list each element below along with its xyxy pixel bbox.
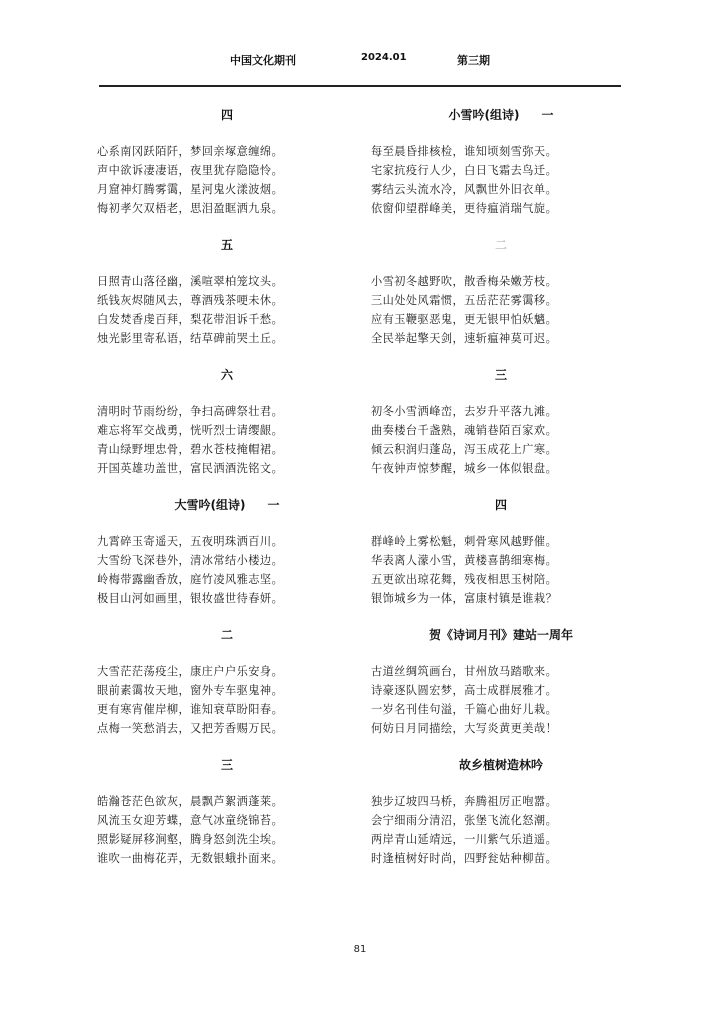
poem-title-text: 小雪吟(组诗) bbox=[448, 108, 520, 122]
poem-title-number: 一 bbox=[267, 498, 280, 512]
poem-line: 清明时节雨纷纷，争扫高碑祭壮君。 bbox=[97, 405, 284, 418]
poem-line: 声中欲诉凄凄语，夜里犹存隐隐怜。 bbox=[97, 164, 284, 177]
poem-title bbox=[97, 496, 357, 514]
poem-title bbox=[371, 496, 631, 514]
poem-title bbox=[371, 366, 631, 384]
poem-line: 大雪纷飞深巷外，清冰常结小楼边。 bbox=[97, 554, 284, 567]
poem-section bbox=[97, 106, 357, 230]
page-header bbox=[0, 52, 720, 72]
poem-title-text: 六 bbox=[220, 368, 233, 382]
poem-line: 月窟神灯腾雾霭，星河鬼火漾波烟。 bbox=[97, 183, 284, 196]
poem-line: 大雪茫茫荡疫尘，康庄户户乐安身。 bbox=[97, 665, 284, 678]
poem-line: 心系南冈跃陌阡，梦回亲塚意缠绵。 bbox=[97, 145, 284, 158]
left-column bbox=[97, 100, 357, 880]
poem-line: 全民举起擎天剑，速斩瘟神莫可迟。 bbox=[371, 332, 558, 345]
poem-section bbox=[371, 496, 631, 620]
poem-line: 曲奏楼台千盏熟，魂销巷陌百家欢。 bbox=[371, 424, 558, 437]
poem-line: 银饰城乡为一体，富康村镇是谁栽？ bbox=[371, 592, 558, 605]
poem-title bbox=[97, 106, 357, 124]
poem-title bbox=[371, 236, 631, 254]
poem-line: 九霄碎玉寄遥天，五夜明珠洒百川。 bbox=[97, 535, 284, 548]
poem-title bbox=[97, 236, 357, 254]
poem-line: 时逢植树好时尚，四野瓮姑种柳苗。 bbox=[371, 852, 558, 865]
poem-title bbox=[97, 756, 357, 774]
poem-section bbox=[97, 756, 357, 880]
poem-section bbox=[97, 366, 357, 490]
header-rule bbox=[99, 85, 621, 87]
poem-body bbox=[97, 142, 357, 218]
poem-title-text: 故乡植树造林吟 bbox=[458, 758, 543, 772]
poem-title bbox=[97, 366, 357, 384]
poem-title-text: 四 bbox=[494, 498, 507, 512]
poem-body bbox=[97, 532, 357, 608]
poem-line: 何妨日月同描绘，大写炎黄更美哉！ bbox=[371, 722, 558, 735]
poem-line: 日照青山落径幽，溪喧翠柏笼坟头。 bbox=[97, 275, 284, 288]
poem-line: 极目山河如画里，银妆盛世待春妍。 bbox=[97, 592, 284, 605]
poem-body bbox=[371, 402, 631, 478]
poem-body bbox=[371, 792, 631, 868]
poem-title-text: 三 bbox=[494, 368, 507, 382]
issue-date: 2024.01 bbox=[361, 52, 407, 63]
poem-line: 青山绿野埋忠骨，碧水苍枝掩帽裙。 bbox=[97, 443, 284, 456]
poem-line: 一岁名刊佳句溢，千篇心曲好儿栽。 bbox=[371, 703, 558, 716]
poem-line: 应有玉鞭驱恶鬼，更无银甲怕妖魑。 bbox=[371, 313, 558, 326]
poem-section bbox=[371, 756, 631, 880]
poem-title bbox=[371, 756, 631, 774]
poem-line: 悔初孝欠双梧老，思泪盈眶洒九泉。 bbox=[97, 202, 284, 215]
poem-line: 眼前素霭妆天地，窗外专车驱鬼神。 bbox=[97, 684, 284, 697]
poem-line: 风流玉女迎芳蝶，意气冰童绕锦苔。 bbox=[97, 814, 284, 827]
journal-name: 中国文化期刊 bbox=[230, 54, 296, 67]
poem-line: 古道丝绸筑画台，甘州放马踏歌来。 bbox=[371, 665, 558, 678]
poem-section bbox=[371, 106, 631, 230]
poem-body bbox=[371, 662, 631, 738]
poem-body bbox=[371, 142, 631, 218]
poem-title bbox=[371, 106, 631, 124]
poem-line: 两岸青山延靖远，一川紫气乐逍遥。 bbox=[371, 833, 558, 846]
poem-title-text: 五 bbox=[220, 238, 233, 252]
poem-line: 皓瀚苍茫色欲灰，晨飘芦絮洒蓬莱。 bbox=[97, 795, 284, 808]
poem-line: 谁吹一曲梅花弄，无数银蛾扑面来。 bbox=[97, 852, 284, 865]
poem-line: 午夜钟声惊梦醒，城乡一体似银盘。 bbox=[371, 462, 558, 475]
poem-title-text: 四 bbox=[220, 108, 233, 122]
poem-body bbox=[371, 272, 631, 348]
poem-section bbox=[371, 366, 631, 490]
poem-line: 独步辽坡四马桥，奔腾祖厉正咆嚣。 bbox=[371, 795, 558, 808]
poem-body bbox=[371, 532, 631, 608]
poem-line: 每至晨昏排核检，谁知顷刻雪弥天。 bbox=[371, 145, 558, 158]
poem-line: 小雪初冬越野吹，散香梅朵嫩芳枝。 bbox=[371, 275, 558, 288]
poem-title bbox=[97, 626, 357, 644]
poem-line: 群峰岭上雾松魁，刺骨寒风越野催。 bbox=[371, 535, 558, 548]
poem-line: 会宁细雨分清沼，张堡飞流化怒潮。 bbox=[371, 814, 558, 827]
poem-title-text: 二 bbox=[220, 628, 233, 642]
poem-line: 开国英雄功盖世，富民洒酒洗铭文。 bbox=[97, 462, 284, 475]
poem-body bbox=[97, 272, 357, 348]
poem-title bbox=[371, 626, 631, 644]
poem-section bbox=[371, 626, 631, 750]
issue-number: 第三期 bbox=[457, 54, 490, 67]
poem-section bbox=[97, 626, 357, 750]
poem-line: 华表离人濛小雪，黄楼喜鹊细寒梅。 bbox=[371, 554, 558, 567]
poem-line: 倾云积润归蓬岛，泻玉成花上广寒。 bbox=[371, 443, 558, 456]
poem-line: 雾结云头流水冷，风飘世外旧衣单。 bbox=[371, 183, 558, 196]
poem-line: 宅家抗疫行人少，白日飞霜去鸟迁。 bbox=[371, 164, 558, 177]
poem-section bbox=[97, 236, 357, 360]
poem-line: 初冬小雪洒峰峦，去岁升平落九滩。 bbox=[371, 405, 558, 418]
page-number: 81 bbox=[353, 944, 367, 955]
poem-body bbox=[97, 402, 357, 478]
poem-section bbox=[97, 496, 357, 620]
poem-line: 依窗仰望群峰美，更待瘟消瑞气旋。 bbox=[371, 202, 558, 215]
right-column bbox=[371, 100, 631, 880]
poem-title-number: 一 bbox=[541, 108, 554, 122]
poem-body bbox=[97, 662, 357, 738]
poem-line: 更有寒宵催岸柳，谁知衰草盼阳春。 bbox=[97, 703, 284, 716]
poem-title-text: 贺《诗词月刊》建站一周年 bbox=[428, 628, 573, 642]
poem-line: 诗豪逐队圆宏梦，高士成群展雅才。 bbox=[371, 684, 558, 697]
poem-title-text: 大雪吟(组诗) bbox=[174, 498, 246, 512]
poem-title-text: 三 bbox=[220, 758, 233, 772]
poem-line: 烛光影里寄私语，结草碑前哭土丘。 bbox=[97, 332, 284, 345]
poem-line: 白发焚香虔百拜，梨花带泪诉千愁。 bbox=[97, 313, 284, 326]
poem-line: 岭梅带露幽香放，庭竹凌风雅志坚。 bbox=[97, 573, 284, 586]
poem-section bbox=[371, 236, 631, 360]
poem-body bbox=[97, 792, 357, 868]
poem-line: 点梅一笑愁消去，又把芳香赐万民。 bbox=[97, 722, 284, 735]
poem-line: 纸钱灰烬随风去，尊酒残茶哽未休。 bbox=[97, 294, 284, 307]
poem-line: 三山处处风霜惯，五岳茫茫雾霭移。 bbox=[371, 294, 558, 307]
poem-line: 照影疑屏移涧壑，腾身怒剑洗尘埃。 bbox=[97, 833, 284, 846]
poem-line: 难忘将军交战勇，恍听烈士请缨龈。 bbox=[97, 424, 284, 437]
poem-line: 五更欲出琼花舞，残夜相思玉树陪。 bbox=[371, 573, 558, 586]
poem-title-text: 二 bbox=[494, 238, 507, 252]
